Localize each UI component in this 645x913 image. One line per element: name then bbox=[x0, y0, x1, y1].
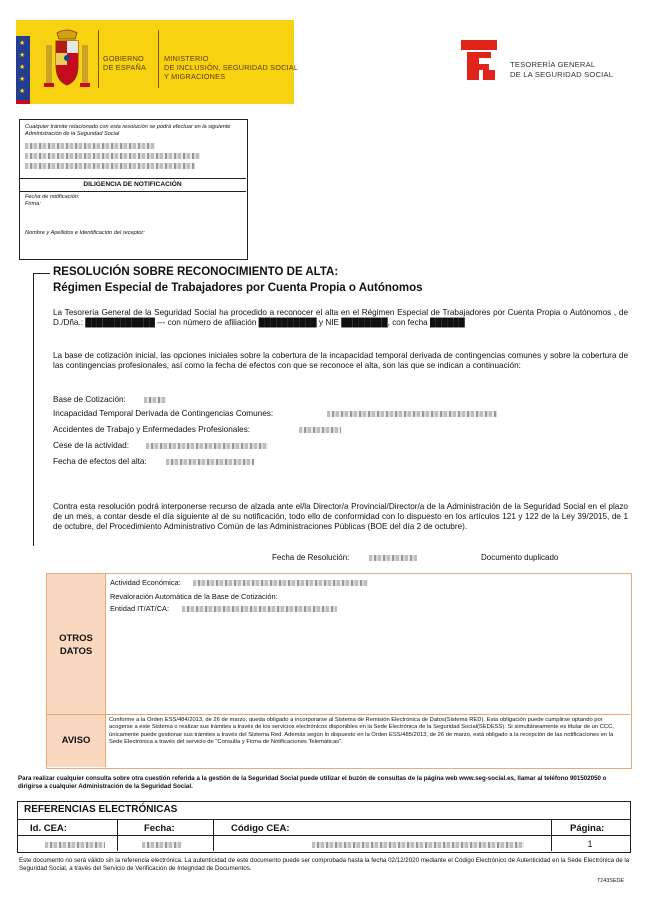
redacted-text bbox=[166, 459, 254, 465]
redacted-text bbox=[45, 842, 105, 848]
column-header-id: Id. CEA: bbox=[30, 823, 67, 834]
notification-receiver-label: Nombre y Apellidos e Identificación del receptor: bbox=[25, 230, 145, 236]
aviso-label: AVISO bbox=[61, 735, 91, 746]
column-header-page: Página: bbox=[570, 823, 605, 834]
redacted-text bbox=[299, 427, 341, 433]
aviso-divider bbox=[47, 714, 630, 715]
ministry-name bbox=[164, 54, 298, 81]
resolution-date-label: Fecha de Resolución: bbox=[272, 553, 350, 562]
redacted-text bbox=[142, 842, 182, 848]
footer-text: Este documento no será válido sin la referencia electrónica. La autenticidad de este documento puede ser comprobada hasta la fecha 02/12/2020 mediante el Código Electrónico de Autenticidad en la Sede Electrónica de la Seguridad Social, a través del Servicio de Verificación de Integridad de Documentos. bbox=[19, 857, 630, 872]
header-divider bbox=[98, 30, 99, 88]
field-fecha-efectos: Fecha de efectos del alta: bbox=[53, 457, 147, 466]
tgss-name-line: DE LA SEGURIDAD SOCIAL bbox=[510, 69, 614, 79]
table-line bbox=[17, 819, 631, 820]
redacted-text bbox=[144, 397, 166, 403]
eu-flag-icon: ★ ★ ★ ★ ★ bbox=[16, 36, 30, 100]
redacted-text bbox=[25, 143, 155, 149]
otros-datos-label bbox=[47, 632, 105, 658]
field-base-cotizacion: Base de Cotización: bbox=[53, 395, 126, 404]
spain-coat-of-arms-icon bbox=[40, 27, 94, 93]
notification-heading: DILIGENCIA DE NOTIFICACIÓN bbox=[83, 181, 182, 188]
resolution-title: RESOLUCIÓN SOBRE RECONOCIMIENTO DE ALTA: bbox=[53, 266, 339, 278]
otros-label-line: OTROS bbox=[59, 633, 93, 644]
ministry-name-line: Y MIGRACIONES bbox=[164, 72, 226, 81]
tgss-name bbox=[510, 60, 613, 79]
page-number: 1 bbox=[587, 839, 593, 849]
field-entidad: Entidad IT/AT/CA: bbox=[110, 604, 170, 613]
form-code: T143SEDE bbox=[597, 878, 624, 884]
redacted-text bbox=[25, 163, 195, 169]
column-header-date: Fecha: bbox=[144, 823, 175, 834]
tgss-name-line: TESORERÍA GENERAL bbox=[510, 60, 596, 69]
ministry-name-line: DE INCLUSIÓN, SEGURIDAD SOCIAL bbox=[164, 63, 299, 72]
gov-name-line: DE ESPAÑA bbox=[103, 63, 147, 72]
notification-intro: Cualquier trámite relacionado con esta resolución se podrá efectuar en la siguiente Administración de la Seguridad Social bbox=[25, 124, 231, 137]
duplicate-label: Documento duplicado bbox=[481, 553, 559, 562]
ministry-name-line: MINISTERIO bbox=[164, 54, 209, 63]
table-line bbox=[17, 835, 631, 836]
redacted-text bbox=[146, 443, 268, 449]
field-incapacidad-temporal: Incapacidad Temporal Derivada de Contingencias Comunes: bbox=[53, 409, 274, 418]
field-accidentes-trabajo: Accidentes de Trabajo y Enfermedades Profesionales: bbox=[53, 425, 251, 434]
resolution-paragraph: La Tesorería General de la Seguridad Social ha procedido a reconocer el alta en el Régimen Especial de Trabajadores por Cuenta Propia o Autónomos , de D./Dña.: ████████████ --- con número de afiliación ██████████ y NIE ████████, con fecha ██████ bbox=[53, 308, 628, 328]
consult-text: Para realizar cualquier consulta sobre otra cuestión referida a la gestión de la Seguridad Social puede utilizar el buzón de consultas de la página web www.seg-social.es, llamar al teléfono 901502050 o dirigirse a cualquier Administración de la Seguridad Social. bbox=[18, 775, 607, 790]
resolution-subtitle: Régimen Especial de Trabajadores por Cuenta Propia o Autónomos bbox=[53, 282, 423, 294]
header-divider bbox=[158, 30, 159, 88]
otros-label-line: DATOS bbox=[59, 646, 93, 657]
gov-name-line: GOBIERNO bbox=[103, 54, 144, 63]
resolution-paragraph: La base de cotización inicial, las opciones iniciales sobre la cobertura de la incapacidad temporal derivada de contingencias comunes y sobre la cobertura de las contingencias profesionales, así como la fecha de efectos con que se reconoce el alta, son las que se indican a continuación: bbox=[53, 351, 628, 371]
tgss-logo-icon bbox=[461, 40, 497, 80]
column-header-code: Código CEA: bbox=[231, 823, 290, 834]
appeal-paragraph: Contra esta resolución podrá interponerse recurso de alzada ante el/la Director/a Provincial/Director/a de la Administración de la Seguridad Social en el plazo de un mes, a contar desde el día siguiente al de su notificación, todo ello de conformidad con lo dispuesto en los artículos 121 y 122 de la Ley 39/2015, de 1 de octubre, del Procedimiento Administrativo Común de las Administraciones Públicas (BOE del día 2 de octubre). bbox=[53, 502, 628, 532]
field-cese-actividad: Cese de la actividad: bbox=[53, 441, 130, 450]
field-revaloracion: Revaloración Automática de la Base de Cotización: bbox=[110, 592, 278, 601]
redacted-text bbox=[25, 153, 200, 159]
title-bracket bbox=[33, 273, 50, 546]
aviso-text: Conforme a la Orden ESS/484/2013, de 26 de marzo, queda obligado a incorporarse al Sistema de Remisión Electrónica de Datos(Sistema RED). Esta obligación puede cumplirse optando por acogerse a este Sistema o realizar sus trámites a través de los servicios electrónicos disponibles en la Sede Electrónica de la Seguridad Social(SEDESS). Si simultáneamente es titular de un CCC, únicamente puede gestionar sus trámites a través del Sistema Red. Además según lo dispuesto en la Orden ESS/485/2013, de 26 de marzo, está obligado a la recepción de las notificaciones en la Sede Electrónica a través del servicio de "Consulta y Firma de Notificaciones Telemáticas". bbox=[109, 717, 614, 745]
table-line bbox=[213, 819, 214, 851]
notification-sign-label: Firma: bbox=[25, 201, 41, 207]
redacted-text bbox=[193, 580, 368, 586]
table-line bbox=[117, 819, 118, 851]
redacted-text bbox=[369, 555, 417, 561]
redacted-text bbox=[312, 842, 524, 848]
references-title: REFERENCIAS ELECTRÓNICAS bbox=[24, 804, 178, 815]
field-actividad-economica: Actividad Económica: bbox=[110, 578, 181, 587]
government-name bbox=[103, 54, 146, 72]
notification-date-label: Fecha de notificación: bbox=[25, 194, 80, 200]
redacted-text bbox=[182, 606, 337, 612]
redacted-text bbox=[327, 411, 497, 417]
